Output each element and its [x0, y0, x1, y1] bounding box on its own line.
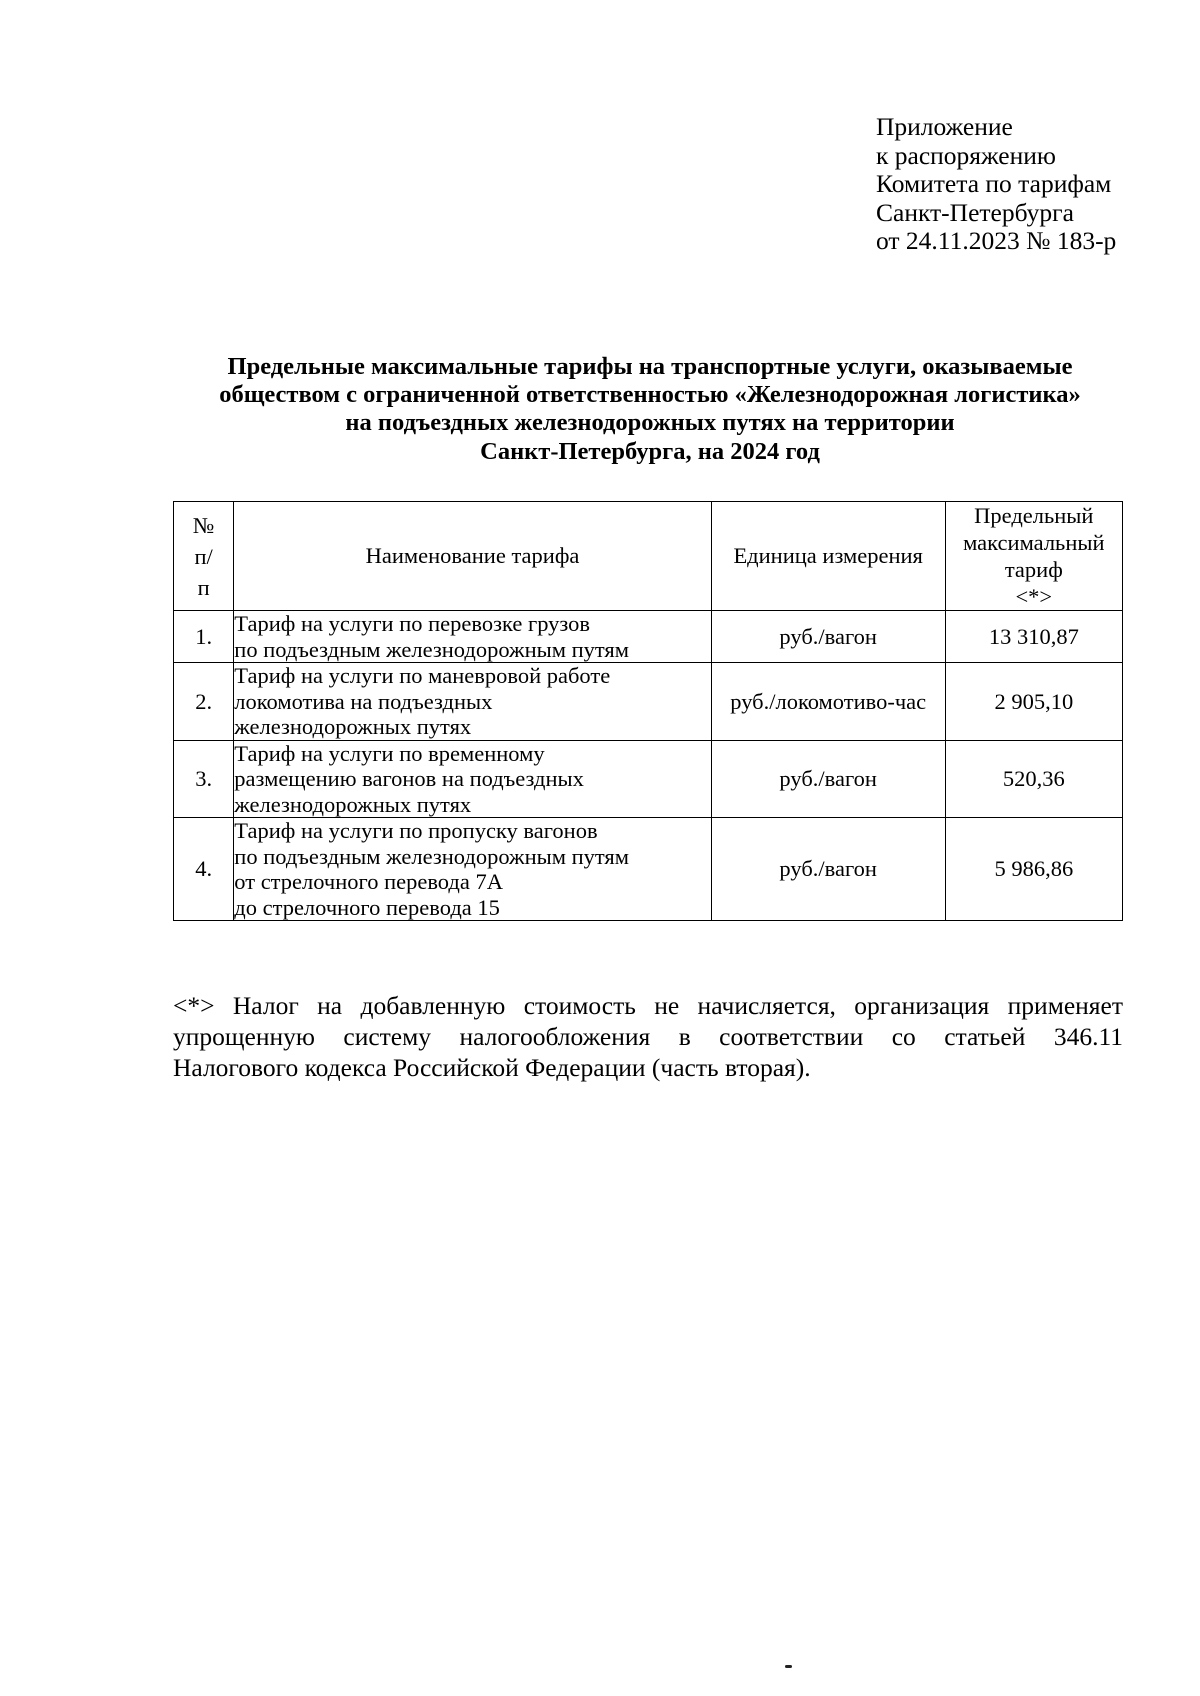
footnote-line: упрощенную систему налогообложения в соответствии со статьей 346.11 — [173, 1022, 1123, 1051]
appendix-line: от 24.11.2023 № 183-р — [876, 226, 1117, 256]
header-max-tariff: Предельный максимальный тариф <*> — [945, 502, 1122, 611]
row-unit: руб./вагон — [711, 740, 945, 818]
table-header-row — [174, 502, 1123, 611]
tax-footnote — [173, 990, 1123, 1083]
title-line: Санкт-Петербурга, на 2024 год — [480, 437, 820, 465]
row-unit: руб./вагон — [711, 611, 945, 663]
appendix-block — [876, 113, 1116, 256]
header-tariff-name: Наименование тарифа — [234, 502, 711, 611]
row-number: 3. — [174, 740, 234, 818]
row-value: 2 905,10 — [945, 663, 1122, 741]
row-tariff-name: Тариф на услуги по пропуску вагонов по подъездным железнодорожным путям от стрелочного перевода 7А до стрелочного перевода 15 — [234, 818, 711, 921]
appendix-line: Комитета по тарифам — [876, 169, 1112, 199]
row-tariff-name: Тариф на услуги по маневровой работе локомотива на подъездных железнодорожных путях — [234, 663, 711, 741]
row-value: 5 986,86 — [945, 818, 1122, 921]
scan-artifact — [785, 1665, 792, 1668]
footnote-line: <*> Налог на добавленную стоимость не начисляется, организация применяет — [173, 991, 1123, 1020]
title-line: обществом с ограниченной ответственностью «Железнодорожная логистика» — [219, 381, 1081, 409]
table-row — [174, 818, 1123, 921]
appendix-line: Санкт-Петербурга — [876, 197, 1074, 227]
row-unit: руб./локомотиво-час — [711, 663, 945, 741]
table-row — [174, 611, 1123, 663]
appendix-line: Приложение — [876, 112, 1013, 141]
row-value: 520,36 — [945, 740, 1122, 818]
header-unit: Единица измерения — [711, 502, 945, 611]
row-value: 13 310,87 — [945, 611, 1122, 663]
header-number: № п/ п — [174, 502, 234, 611]
title-line: на подъездных железнодорожных путях на территории — [345, 409, 955, 437]
row-number: 2. — [174, 663, 234, 741]
row-unit: руб./вагон — [711, 818, 945, 921]
row-tariff-name: Тариф на услуги по временному размещению вагонов на подъездных железнодорожных путях — [234, 740, 711, 818]
row-tariff-name: Тариф на услуги по перевозке грузов по подъездным железнодорожным путям — [234, 611, 711, 663]
title-line: Предельные максимальные тарифы на транспортные услуги, оказываемые — [227, 353, 1073, 380]
tariff-table — [173, 501, 1123, 921]
table-row — [174, 663, 1123, 741]
document-title — [150, 353, 1150, 466]
row-number: 4. — [174, 818, 234, 921]
footnote-line: Налогового кодекса Российской Федерации (часть вторая). — [173, 1053, 811, 1082]
appendix-line: к распоряжению — [876, 140, 1056, 170]
table-row — [174, 740, 1123, 818]
row-number: 1. — [174, 611, 234, 663]
